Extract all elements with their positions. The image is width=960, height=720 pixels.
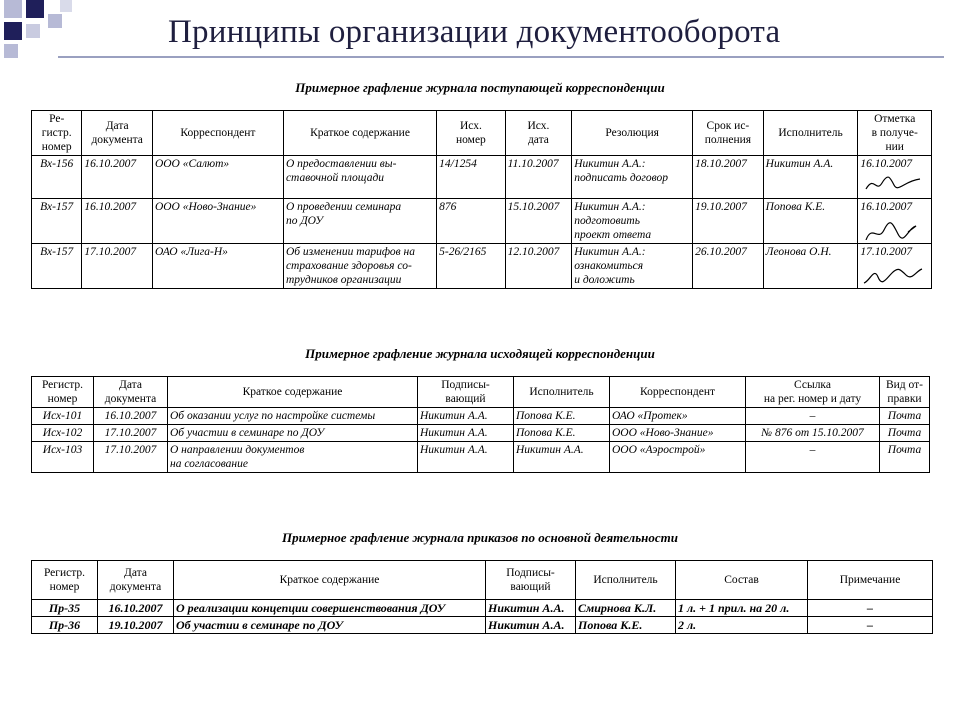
col-deadline: Срок ис- полнения [693,111,764,156]
cell: Никитин А.А. [418,408,514,425]
incoming-journal-table [31,110,932,289]
table-row [32,156,932,199]
cell: 876 [437,199,506,244]
orders-journal-table [31,560,933,634]
col-reg-number: Регистр. номер [32,377,94,408]
cell: 26.10.2007 [693,244,764,289]
col-reg-number: Регистр. номер [32,561,98,600]
cell: ОАО «Лига-Н» [152,244,283,289]
cell: Никитин А.А. [486,600,576,617]
cell: Никитин А.А. [763,156,858,199]
cell: 18.10.2007 [693,156,764,199]
cell: Попова К.Е. [763,199,858,244]
cell: ООО «Салют» [152,156,283,199]
cell: 17.10.2007 [94,442,168,473]
cell: 16.10.2007 [860,201,913,213]
col-signer: Подписы- вающий [486,561,576,600]
cell: ООО «Ново-Знание» [152,199,283,244]
cell: ОАО «Протек» [610,408,746,425]
signature-icon [860,259,926,285]
cell: 17.10.2007 [94,425,168,442]
cell: Никитин А.А. [514,442,610,473]
cell: 16.10.2007 [94,408,168,425]
receipt-cell [858,199,932,244]
table-row [32,600,933,617]
cell: О реализации концепции совершенствования ДОУ [174,600,486,617]
cell: 5-26/2165 [437,244,506,289]
table-row [32,617,933,634]
orders-header-row [32,561,933,600]
incoming-caption: Примерное графление журнала поступающей корреспонденции [295,80,665,95]
cell: 11.10.2007 [505,156,572,199]
cell: Никитин А.А.: подготовить проект ответа [572,199,693,244]
signature-icon [860,171,926,197]
signature-icon [860,214,926,240]
cell: Смирнова К.Л. [576,600,676,617]
cell: Вх-157 [32,244,82,289]
cell: Вх-157 [32,199,82,244]
cell: – [808,600,933,617]
cell: Исх-103 [32,442,94,473]
cell: – [746,408,880,425]
cell: Об участии в семинаре по ДОУ [168,425,418,442]
table-row [32,244,932,289]
col-reference: Ссылка на рег. номер и дату [746,377,880,408]
cell: О проведении семинара по ДОУ [283,199,436,244]
cell: – [808,617,933,634]
col-doc-date: Дата документа [98,561,174,600]
receipt-cell [858,244,932,289]
cell: 12.10.2007 [505,244,572,289]
cell: О предоставлении вы- ставочной площади [283,156,436,199]
cell: 15.10.2007 [505,199,572,244]
cell: Пр-35 [32,600,98,617]
col-note: Примечание [808,561,933,600]
cell: ООО «Аэрострой» [610,442,746,473]
cell: 16.10.2007 [98,600,174,617]
col-signer: Подписы- вающий [418,377,514,408]
cell: 1 л. + 1 прил. на 20 л. [676,600,808,617]
slide-title: Принципы организации документооборота [168,14,781,50]
cell: 16.10.2007 [860,158,913,170]
col-executor: Исполнитель [576,561,676,600]
outgoing-journal-table [31,376,930,473]
incoming-header-row [32,111,932,156]
cell: Вх-156 [32,156,82,199]
col-reg-number: Ре- гистр. номер [32,111,82,156]
cell: 17.10.2007 [860,246,913,258]
col-executor: Исполнитель [763,111,858,156]
cell: О направлении документов на согласование [168,442,418,473]
col-executor: Исполнитель [514,377,610,408]
cell: Никитин А.А. [418,442,514,473]
cell: 17.10.2007 [82,244,153,289]
cell: Пр-36 [32,617,98,634]
outgoing-caption: Примерное графление журнала исходящей корреспонденции [305,346,655,361]
table-row [32,425,930,442]
title-divider [58,56,944,58]
cell: Попова К.Е. [514,425,610,442]
col-summary: Краткое содержание [283,111,436,156]
cell: Исх-101 [32,408,94,425]
col-summary: Краткое содержание [168,377,418,408]
cell: Почта [880,442,930,473]
cell: 2 л. [676,617,808,634]
cell: Об участии в семинаре по ДОУ [174,617,486,634]
cell: Почта [880,425,930,442]
col-receipt-mark: Отметка в получе- нии [858,111,932,156]
cell: Никитин А.А.: подписать договор [572,156,693,199]
cell: Никитин А.А. [418,425,514,442]
table-row [32,199,932,244]
col-doc-date: Дата документа [94,377,168,408]
col-resolution: Резолюция [572,111,693,156]
col-summary: Краткое содержание [174,561,486,600]
receipt-cell [858,156,932,199]
table-row [32,408,930,425]
cell: – [746,442,880,473]
cell: 16.10.2007 [82,156,153,199]
cell: ООО «Ново-Знание» [610,425,746,442]
col-doc-date: Дата документа [82,111,153,156]
orders-caption: Примерное графление журнала приказов по основной деятельности [282,530,678,545]
col-correspondent: Корреспондент [152,111,283,156]
cell: Об оказании услуг по настройке системы [168,408,418,425]
cell: Никитин А.А.: ознакомиться и доложить [572,244,693,289]
cell: № 876 от 15.10.2007 [746,425,880,442]
cell: Леонова О.Н. [763,244,858,289]
col-out-number: Исх. номер [437,111,506,156]
cell: Исх-102 [32,425,94,442]
cell: Об изменении тарифов на страхование здоровья со- трудников организации [283,244,436,289]
cell: Попова К.Е. [576,617,676,634]
col-composition: Состав [676,561,808,600]
cell: Никитин А.А. [486,617,576,634]
cell: 16.10.2007 [82,199,153,244]
cell: 19.10.2007 [693,199,764,244]
cell: Попова К.Е. [514,408,610,425]
cell: Почта [880,408,930,425]
col-correspondent: Корреспондент [610,377,746,408]
col-dispatch-type: Вид от- правки [880,377,930,408]
outgoing-header-row [32,377,930,408]
cell: 14/1254 [437,156,506,199]
cell: 19.10.2007 [98,617,174,634]
table-row [32,442,930,473]
col-out-date: Исх. дата [505,111,572,156]
